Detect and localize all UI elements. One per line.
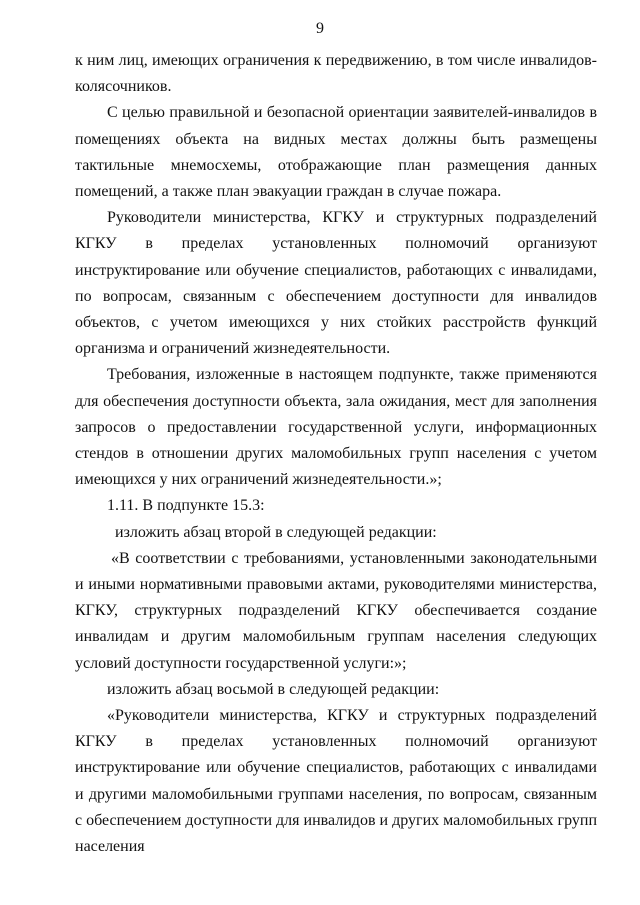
paragraph-continuation: к ним лиц, имеющих ограничения к передвижению, в том числе инвалидов-колясочников. [75, 52, 597, 96]
paragraph-instruction: Руководители министерства, КГКУ и структурных подразделений КГКУ в пределах установленных полномочий организуют инструктирование или обучение специалистов, работающих с инвалидами, по вопросам, связанным с обеспечением доступности для инвалидов объектов, с учетом имеющихся у них стойких расстройств функций организма и ограничений жизнедеятельности. [75, 209, 597, 358]
paragraph-amend-eighth: изложить абзац восьмой в следующей редакции: [107, 680, 440, 698]
paragraph-subitem-heading: 1.11. В подпункте 15.3: [107, 497, 265, 515]
paragraph-quote-accessibility: «В соответствии с требованиями, установленными законодательными и иными нормативными правовыми актами, руководителями министерства, КГКУ, структурных подразделений КГКУ обеспечивается создание инвалидам и другим маломобильным группам населения следующих условий доступности государственной услуги:»; [75, 549, 597, 672]
paragraph-quote-managers: «Руководители министерства, КГКУ и структурных подразделений КГКУ в пределах установленных полномочий организуют инструктирование или обучение специалистов, работающих с инвалидами и другими маломобильными группами населения, по вопросам, связанным с обеспечением доступности для инвалидов и других маломобильных групп населения [75, 707, 597, 856]
page-number: 9 [316, 20, 324, 37]
paragraph-orientation: С целью правильной и безопасной ориентации заявителей-инвалидов в помещениях объекта на видных местах должны быть размещены тактильные мнемосхемы, отображающие план размещения данных помещений, а также план эвакуации граждан в случае пожара. [75, 104, 597, 201]
paragraph-amend-second: изложить абзац второй в следующей редакции: [115, 523, 437, 541]
document-body [75, 48, 597, 860]
paragraph-requirements: Требования, изложенные в настоящем подпункте, также применяются для обеспечения доступности объекта, зала ожидания, мест для заполнения запросов о предоставлении государственной услуги, информационных стендов в отношении других маломобильных групп населения с учетом имеющихся у них ограничений жизнедеятельности.»; [75, 366, 597, 489]
